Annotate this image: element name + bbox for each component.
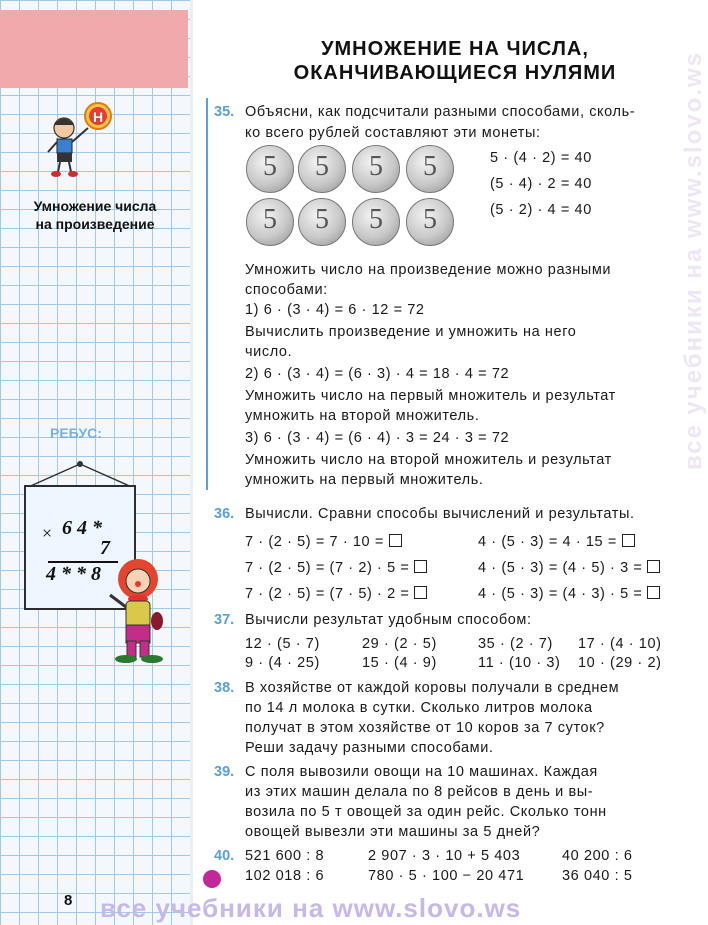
ex38-line-1: В хозяйстве от каждой коровы получали в среднем bbox=[245, 680, 620, 696]
ex35-number: 35. bbox=[214, 104, 235, 120]
method-3-text-1: Умножить число на второй множитель и результат bbox=[245, 452, 612, 468]
ex40-r1-c2: 2 907 · 3 · 10 + 5 403 bbox=[368, 848, 521, 864]
coin-expression-1: 5 · (4 · 2) = 40 bbox=[490, 150, 592, 166]
ex37-r2-c2: 15 · (4 · 9) bbox=[362, 655, 437, 671]
ex38-line-3: получат в этом хозяйстве от 10 коров за 7 суток? bbox=[245, 720, 605, 736]
ex36-number: 36. bbox=[214, 506, 235, 522]
ex37-r2-c1: 9 · (4 · 25) bbox=[245, 655, 320, 671]
page-title-line-1: УМНОЖЕНИЕ НА ЧИСЛА, bbox=[321, 38, 589, 60]
ex38-line-2: по 14 л молока в сутки. Сколько литров молока bbox=[245, 700, 593, 716]
clown-illustration bbox=[100, 555, 170, 667]
coin: 5 bbox=[406, 198, 454, 246]
ex37-text: Вычисли результат удобным способом: bbox=[245, 612, 532, 628]
ex40-r2-c2: 780 · 5 · 100 − 20 471 bbox=[368, 868, 525, 884]
pointing-boy-illustration bbox=[38, 98, 118, 180]
ex35-text-1: Объясни, как подсчитали разными способами, сколь- bbox=[245, 104, 636, 120]
rebus-title: РЕБУС: bbox=[50, 425, 102, 441]
ex36-right-1: 4 · (5 · 3) = 4 · 15 = bbox=[478, 534, 635, 550]
ex37-number: 37. bbox=[214, 612, 235, 628]
ex39-line-1: С поля вывозили овощи на 10 машинах. Каждая bbox=[245, 764, 598, 780]
page-number: 8 bbox=[64, 892, 73, 909]
ex36-right-3: 4 · (5 · 3) = (4 · 3) · 5 = bbox=[478, 586, 660, 602]
ex39-line-3: возила по 5 т овощей за один рейс. Сколько тонн bbox=[245, 804, 607, 820]
ex38-line-4: Реши задачу разными способами. bbox=[245, 740, 494, 756]
coin-expression-3: (5 · 2) · 4 = 40 bbox=[490, 202, 592, 218]
ex35-marker-bar bbox=[206, 98, 208, 490]
method-2-text-1: Умножить число на первый множитель и результат bbox=[245, 388, 616, 404]
badge-letter: Н bbox=[92, 109, 104, 125]
ex39-line-4: овощей вывезли эти машины за 5 дней? bbox=[245, 824, 541, 840]
method-3-formula: 3) 6 · (3 · 4) = (6 · 4) · 3 = 24 · 3 = 72 bbox=[245, 430, 510, 446]
coin: 5 bbox=[298, 145, 346, 193]
method-1-text-2: число. bbox=[245, 344, 293, 360]
coin: 5 bbox=[246, 145, 294, 193]
rebus-row-1: 6 4 * bbox=[62, 517, 102, 539]
ex37-r1-c1: 12 · (5 · 7) bbox=[245, 636, 320, 652]
coin: 5 bbox=[246, 198, 294, 246]
ex36-right-2: 4 · (5 · 3) = (4 · 5) · 3 = bbox=[478, 560, 660, 576]
watermark-bottom: все учебники на www.slovo.ws bbox=[100, 893, 522, 923]
rebus-row-3: 4 * * 8 bbox=[46, 563, 101, 585]
coin: 5 bbox=[352, 145, 400, 193]
ex37-r1-c4: 17 · (4 · 10) bbox=[578, 636, 662, 652]
rule-text-1: Умножить число на произведение можно разными bbox=[245, 262, 612, 278]
rule-text-2: способами: bbox=[245, 282, 328, 298]
ex40-r1-c3: 40 200 : 6 bbox=[562, 848, 633, 864]
ex40-r1-c1: 521 600 : 8 bbox=[245, 848, 325, 864]
ex38-number: 38. bbox=[214, 680, 235, 696]
margin-topic-line-2: на произведение bbox=[35, 216, 155, 232]
ex39-line-2: из этих машин делала по 8 рейсов в день и вы- bbox=[245, 784, 594, 800]
ex39-number: 39. bbox=[214, 764, 235, 780]
ex37-r2-c3: 11 · (10 · 3) bbox=[478, 655, 561, 671]
margin-divider bbox=[190, 0, 193, 925]
ex40-r2-c3: 36 040 : 5 bbox=[562, 868, 633, 884]
pink-dot-marker bbox=[203, 870, 221, 888]
coin: 5 bbox=[352, 198, 400, 246]
coin: 5 bbox=[406, 145, 454, 193]
ex36-text: Вычисли. Сравни способы вычислений и результаты. bbox=[245, 506, 635, 522]
rebus-row-2: 7 bbox=[100, 537, 110, 559]
method-1-text-1: Вычислить произведение и умножить на него bbox=[245, 324, 577, 340]
coin: 5 bbox=[298, 198, 346, 246]
watermark-side: все учебники на www.slovo.ws bbox=[680, 51, 707, 470]
ex37-r2-c4: 10 · (29 · 2) bbox=[578, 655, 662, 671]
margin-topic-line-1: Умножение числа bbox=[33, 198, 157, 214]
header-band bbox=[0, 10, 188, 88]
method-2-text-2: умножить на второй множитель. bbox=[245, 408, 480, 424]
page-title-line-2: ОКАНЧИВАЮЩИЕСЯ НУЛЯМИ bbox=[293, 62, 617, 84]
ex35-text-2: ко всего рублей составляют эти монеты: bbox=[245, 125, 541, 141]
ex40-number: 40. bbox=[214, 848, 235, 864]
rebus-multiply-sign: × bbox=[42, 523, 53, 543]
coin-expression-2: (5 · 4) · 2 = 40 bbox=[490, 176, 592, 192]
method-3-text-2: умножить на первый множитель. bbox=[245, 472, 484, 488]
method-2-formula: 2) 6 · (3 · 4) = (6 · 3) · 4 = 18 · 4 = 72 bbox=[245, 366, 510, 382]
ex40-r2-c1: 102 018 : 6 bbox=[245, 868, 325, 884]
ex37-r1-c3: 35 · (2 · 7) bbox=[478, 636, 553, 652]
ex36-left-3: 7 · (2 · 5) = (7 · 5) · 2 = bbox=[245, 586, 427, 602]
ex36-left-2: 7 · (2 · 5) = (7 · 2) · 5 = bbox=[245, 560, 427, 576]
ex37-r1-c2: 29 · (2 · 5) bbox=[362, 636, 437, 652]
ex36-left-1: 7 · (2 · 5) = 7 · 10 = bbox=[245, 534, 402, 550]
method-1-formula: 1) 6 · (3 · 4) = 6 · 12 = 72 bbox=[245, 302, 425, 318]
